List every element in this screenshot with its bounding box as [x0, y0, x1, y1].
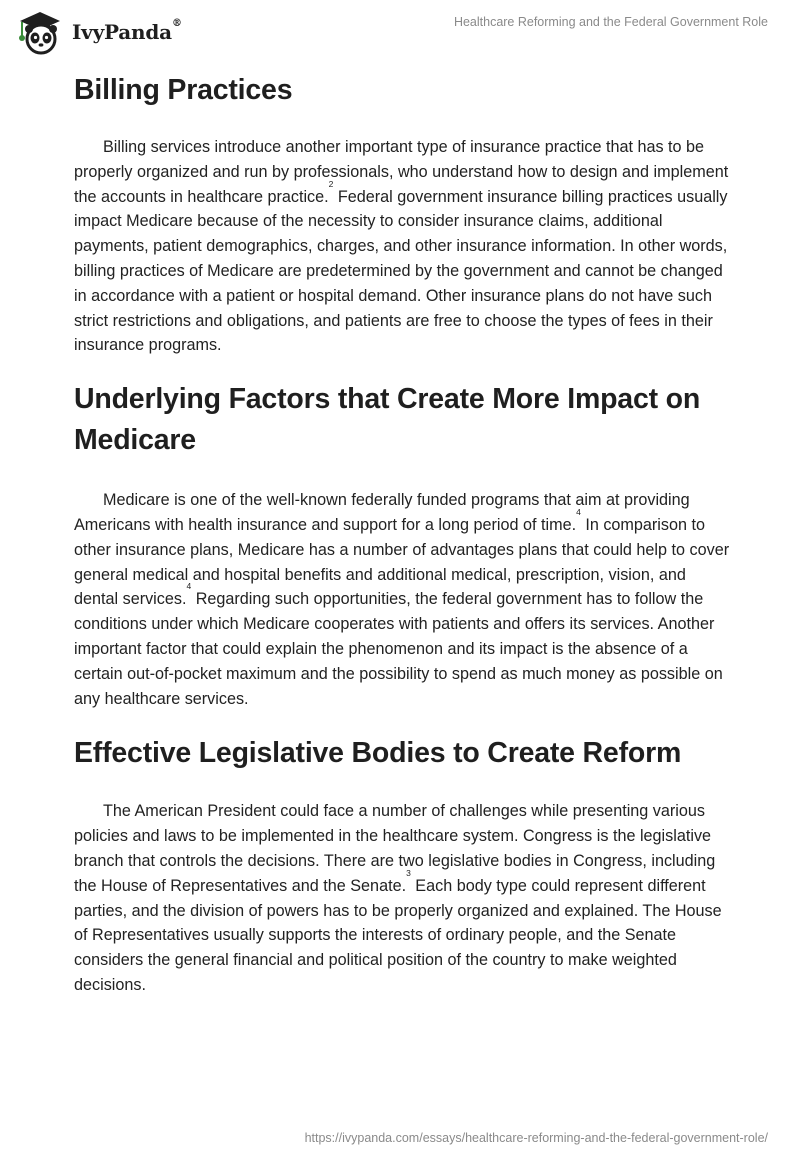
footnote-ref: 4 — [576, 506, 581, 517]
footnote-ref: 4 — [186, 581, 192, 592]
section-heading: Underlying Factors that Create More Impact on Medicare — [74, 383, 701, 457]
running-title: Healthcare Reforming and the Federal Government Role — [453, 15, 768, 29]
brand-name: IvyPanda® — [72, 18, 182, 44]
source-url-link[interactable]: https://ivypanda.com/essays/healthcare-reforming-and-the-federal-government-role/ — [304, 1131, 768, 1145]
section-paragraph: Billing services introduce another important type of insurance practice that has to be properly organized and run by professionals, who understand how to design and implement the accounts in healthcare practice.$^2$ Federal government insurance billing practices usually impact Medicare because of the necessity to consider insurance claims, additional payments, patient demographics, charges, and other insurance information. In other words, billing practices of Medicare are predetermined by the government and cannot be changed in accordance with a patient or hospital demand. Other insurance plans do not have such strict restrictions and obligations, and patients are free to choose the types of fees in their insurance programs. — [74, 138, 729, 355]
section-paragraph: The American President could face a number of challenges while presenting various policies and laws to be implemented in the healthcare system. Congress is the legislative branch that controls the decisions. There are two legislative bodies in Congress, including the House of Representatives and the Senate.$^3$ Each body type could represent different parties, and the division of powers has to be properly organized and explained. The House of Representatives usually supports the interests of ordinary people, and the Senate considers the general financial and political position of the country to make weighted decisions. — [74, 802, 722, 994]
section-heading: Billing Practices — [74, 74, 293, 106]
site-logo[interactable] — [14, 8, 182, 56]
section-heading: Effective Legislative Bodies to Create Reform — [74, 737, 682, 770]
footnote-ref: 3 — [406, 867, 411, 878]
panda-graduate-icon — [14, 8, 66, 56]
section-paragraph: Medicare is one of the well-known federally funded programs that aim at providing Americans with health insurance and support for a long period of time.$^4$ In comparison to other insurance plans, Medicare has a number of advantages plans that could help to cover general medical and hospital benefits and additional medical, prescription, vision, and dental services.$^4$ Regarding such opportunities, the federal government has to follow the conditions under which Medicare cooperates with patients and offers its services. Another important factor that could explain the phenomenon and its impact is the absence of a certain out-of-pocket maximum and the possibility to spend as much money as possible on any healthcare services. — [74, 491, 730, 708]
footnote-ref: 2 — [328, 178, 334, 189]
essay-body — [74, 70, 730, 998]
